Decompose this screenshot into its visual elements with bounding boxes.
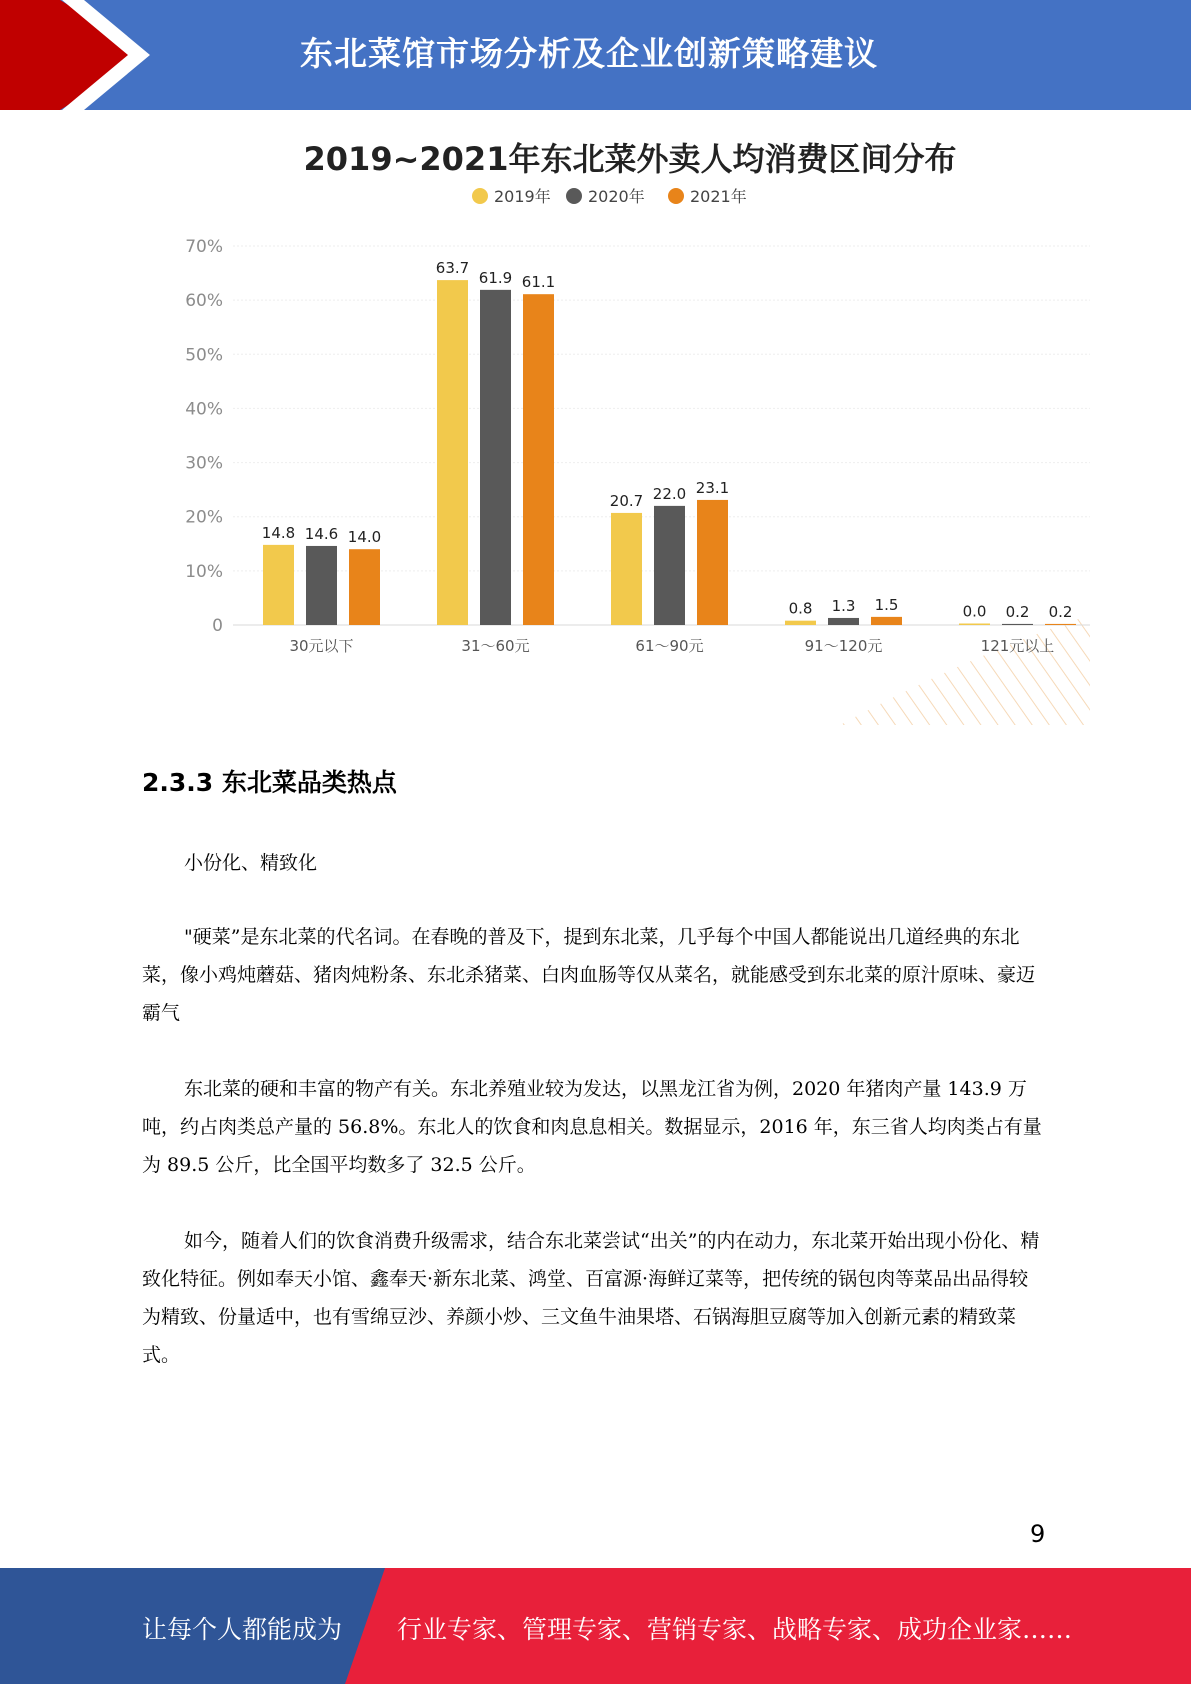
bar bbox=[828, 618, 859, 625]
section-heading: 2.3.3 东北菜品类热点 bbox=[142, 768, 397, 797]
footer-slogan-left: 让每个人都能成为 bbox=[142, 1615, 343, 1644]
data-label: 22.0 bbox=[652, 484, 687, 503]
data-label: 23.1 bbox=[695, 478, 730, 497]
y-tick-label: 10% bbox=[185, 561, 223, 582]
bar bbox=[437, 280, 468, 625]
chevron-arrow-icon bbox=[0, 0, 160, 110]
bar bbox=[654, 506, 685, 625]
y-tick-label: 20% bbox=[185, 507, 223, 528]
bar bbox=[1045, 624, 1076, 625]
sub-heading: 小份化、精致化 bbox=[184, 852, 318, 874]
footer-slogan-right: 行业专家、管理专家、营销专家、战略专家、成功企业家…… bbox=[397, 1615, 1073, 1644]
chart-title: 2019~2021年东北菜外卖人均消费区间分布 bbox=[303, 140, 957, 178]
bar bbox=[871, 617, 902, 625]
bar bbox=[611, 513, 642, 625]
legend-swatch bbox=[472, 188, 488, 204]
legend-swatch bbox=[668, 188, 684, 204]
paragraph: 如今，随着人们的饮食消费升级需求，结合东北菜尝试“出关”的内在动力，东北菜开始出现小份化、精致化特征。例如奉天小馆、鑫奉天·新东北菜、鸿堂、百富源·海鲜辽菜等，把传统的锅包肉等菜品出品得较为精致、份量适中，也有雪绵豆沙、养颜小炒、三文鱼牛油果塔、石锅海胆豆腐等加入创新元素的精致菜式。 bbox=[142, 1230, 1040, 1366]
data-label: 14.0 bbox=[347, 528, 382, 547]
bar bbox=[349, 549, 380, 625]
y-tick-label: 60% bbox=[185, 291, 223, 312]
y-axis bbox=[185, 237, 223, 636]
bar bbox=[263, 545, 294, 625]
bar bbox=[1002, 624, 1033, 625]
data-label: 61.9 bbox=[478, 268, 513, 287]
paragraph: "硬菜”是东北菜的代名词。在春晚的普及下，提到东北菜，几乎每个中国人都能说出几道经典的东北菜，像小鸡炖蘑菇、猪肉炖粉条、东北杀猪菜、白肉血肠等仅从菜名，就能感受到东北菜的原汁原味、豪迈霸气 bbox=[142, 926, 1036, 1024]
bar bbox=[785, 621, 816, 625]
data-label: 61.1 bbox=[521, 273, 556, 292]
legend-label: 2020年 bbox=[588, 187, 645, 206]
x-tick-label: 61～90元 bbox=[635, 637, 704, 655]
x-tick-label: 91～120元 bbox=[804, 637, 883, 655]
x-axis bbox=[289, 637, 1054, 655]
x-tick-label: 121元以上 bbox=[980, 637, 1055, 655]
y-tick-label: 50% bbox=[185, 345, 223, 366]
y-tick-label: 40% bbox=[185, 399, 223, 420]
paragraph: 东北菜的硬和丰富的物产有关。东北养殖业较为发达，以黑龙江省为例，2020 年猪肉产量 143.9 万吨，约占肉类总产量的 56.8%。东北人的饮食和肉息息相关。数据显示，2016 年，东三省人均肉类占有量为 89.5 公斤，比全国平均数多了 32.5 公斤。 bbox=[142, 1078, 1042, 1176]
y-tick-label: 30% bbox=[185, 453, 223, 474]
data-label: 0.8 bbox=[788, 599, 813, 618]
data-label: 1.3 bbox=[831, 596, 856, 615]
bar-chart bbox=[150, 125, 1110, 725]
page-number: 9 bbox=[1030, 1520, 1046, 1548]
data-label: 20.7 bbox=[609, 491, 644, 510]
data-label: 0.0 bbox=[962, 602, 987, 621]
bar bbox=[480, 290, 511, 625]
data-label: 0.2 bbox=[1048, 602, 1073, 621]
chart-bars bbox=[262, 259, 1076, 625]
footer-banner bbox=[0, 1568, 1191, 1684]
x-tick-label: 30元以下 bbox=[289, 637, 354, 655]
chart-legend bbox=[472, 187, 747, 206]
legend-label: 2021年 bbox=[690, 187, 747, 206]
data-label: 63.7 bbox=[435, 259, 470, 278]
bar bbox=[523, 294, 554, 625]
bar bbox=[306, 546, 337, 625]
data-label: 0.2 bbox=[1005, 602, 1030, 621]
x-tick-label: 31～60元 bbox=[461, 637, 530, 655]
data-label: 14.6 bbox=[304, 524, 339, 543]
bar bbox=[959, 624, 990, 626]
decorative-hatch bbox=[840, 615, 1090, 725]
data-label: 1.5 bbox=[874, 595, 899, 614]
y-tick-label: 0 bbox=[212, 616, 223, 636]
data-label: 14.8 bbox=[261, 523, 296, 542]
document-title: 东北菜馆市场分析及企业创新策略建议 bbox=[300, 34, 878, 73]
bar bbox=[697, 500, 728, 625]
y-tick-label: 70% bbox=[185, 237, 223, 257]
legend-label: 2019年 bbox=[494, 187, 551, 206]
header-banner bbox=[0, 0, 1191, 110]
legend-swatch bbox=[566, 188, 582, 204]
